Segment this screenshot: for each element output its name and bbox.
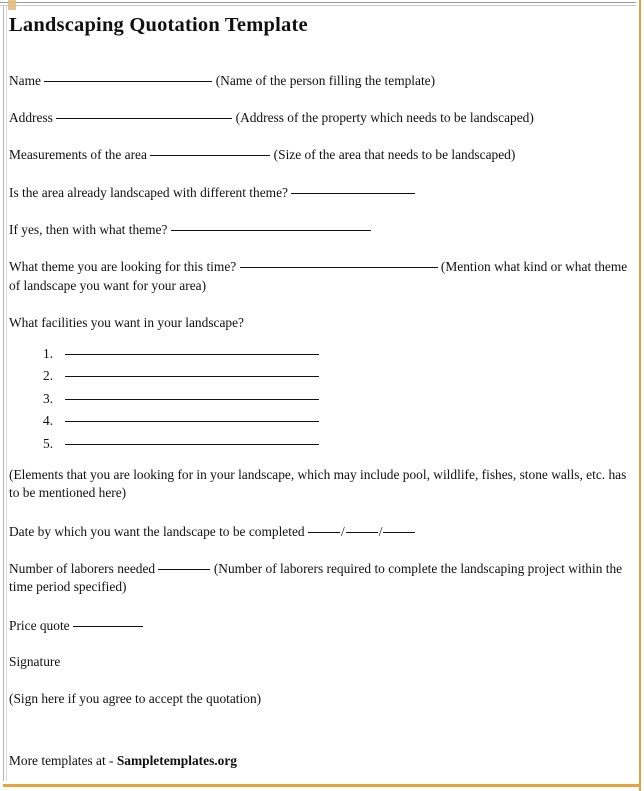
laborers-label: Number of laborers needed <box>9 560 156 576</box>
if-yes-label: If yes, then with what theme? <box>9 221 168 237</box>
footer-site-name[interactable]: Sampletemplates.org <box>116 753 237 768</box>
list-item-index: 3. <box>43 390 54 406</box>
theme-question-label: What theme you are looking for this time? <box>9 259 237 275</box>
signature-label: Signature <box>9 654 61 670</box>
measurements-hint: (Size of the area that needs to be landscaped) <box>273 147 516 163</box>
field-row-name <box>9 72 632 89</box>
facilities-question-label: What facilities you want in your landscape? <box>9 315 244 331</box>
laborers-input-blank[interactable] <box>158 557 210 570</box>
list-item-blank[interactable] <box>65 366 319 377</box>
list-item[interactable] <box>43 368 632 384</box>
footer <box>9 753 632 769</box>
field-row-laborers <box>9 560 629 597</box>
list-item-blank[interactable] <box>65 434 319 445</box>
page-border-right-accent <box>639 0 641 791</box>
address-input-blank[interactable] <box>56 106 232 119</box>
document-body <box>9 10 632 783</box>
list-item-index: 5. <box>43 435 54 451</box>
date-input-group[interactable] <box>308 524 415 539</box>
page-corner-mark <box>8 0 16 10</box>
list-item[interactable] <box>43 391 632 407</box>
date-separator-1: / <box>340 523 345 539</box>
field-row-facilities-question <box>9 315 632 331</box>
laborers-hint: (Number of laborers required to complete the landscaping project within the time period specified) <box>9 560 623 595</box>
elements-note: (Elements that you are looking for in your landscape, which may include pool, wildlife, fishes, stone walls, etc. has to be mentioned here) <box>9 466 627 501</box>
page-border-bottom-accent <box>3 784 641 787</box>
facilities-list <box>9 346 632 452</box>
theme-input-blank[interactable] <box>240 255 438 268</box>
address-hint: (Address of the property which needs to be landscaped) <box>235 109 534 125</box>
list-item[interactable] <box>43 413 632 429</box>
footer-prefix: More templates at - <box>9 753 117 768</box>
signature-note-text: (Sign here if you agree to accept the quotation) <box>9 690 262 706</box>
name-input-blank[interactable] <box>44 69 212 82</box>
measurements-input-blank[interactable] <box>150 143 270 156</box>
signature-note <box>9 691 632 707</box>
list-item-blank[interactable] <box>65 344 319 355</box>
date-label: Date by which you want the landscape to be completed <box>9 523 305 539</box>
address-label: Address <box>9 109 53 125</box>
date-month-blank[interactable] <box>346 520 378 533</box>
field-row-date <box>9 523 632 540</box>
price-quote-label: Price quote <box>9 617 70 633</box>
field-row-if-yes-theme <box>9 221 632 238</box>
already-landscaped-label: Is the area already landscaped with different theme? <box>9 184 288 200</box>
if-yes-input-blank[interactable] <box>171 218 371 231</box>
field-row-theme-wanted <box>9 258 629 295</box>
page-border-left-secondary <box>6 6 7 781</box>
list-item-index: 2. <box>43 368 54 384</box>
page-border-top-secondary <box>0 5 636 6</box>
field-row-price-quote <box>9 617 632 634</box>
date-day-blank[interactable] <box>308 520 340 533</box>
list-item[interactable] <box>43 436 632 452</box>
already-landscaped-input-blank[interactable] <box>291 181 415 194</box>
list-item-blank[interactable] <box>65 411 319 422</box>
field-row-already-landscaped <box>9 184 632 201</box>
list-item-index: 1. <box>43 345 54 361</box>
list-item-index: 4. <box>43 413 54 429</box>
field-row-signature <box>9 654 632 670</box>
page-border-left <box>3 6 4 781</box>
name-label: Name <box>9 72 41 88</box>
theme-hint: (Mention what kind or what theme of landscape you want for your area) <box>9 259 628 293</box>
page-title: Landscaping Quotation Template <box>9 14 308 36</box>
field-row-address <box>9 109 632 126</box>
field-row-measurements <box>9 146 632 163</box>
list-item-blank[interactable] <box>65 389 319 400</box>
measurements-label: Measurements of the area <box>9 147 147 163</box>
date-year-blank[interactable] <box>383 520 415 533</box>
name-hint: (Name of the person filling the template) <box>215 72 436 88</box>
list-item[interactable] <box>43 346 632 362</box>
price-quote-input-blank[interactable] <box>73 614 143 627</box>
page-border-top <box>0 2 636 3</box>
date-separator-2: / <box>378 523 383 539</box>
